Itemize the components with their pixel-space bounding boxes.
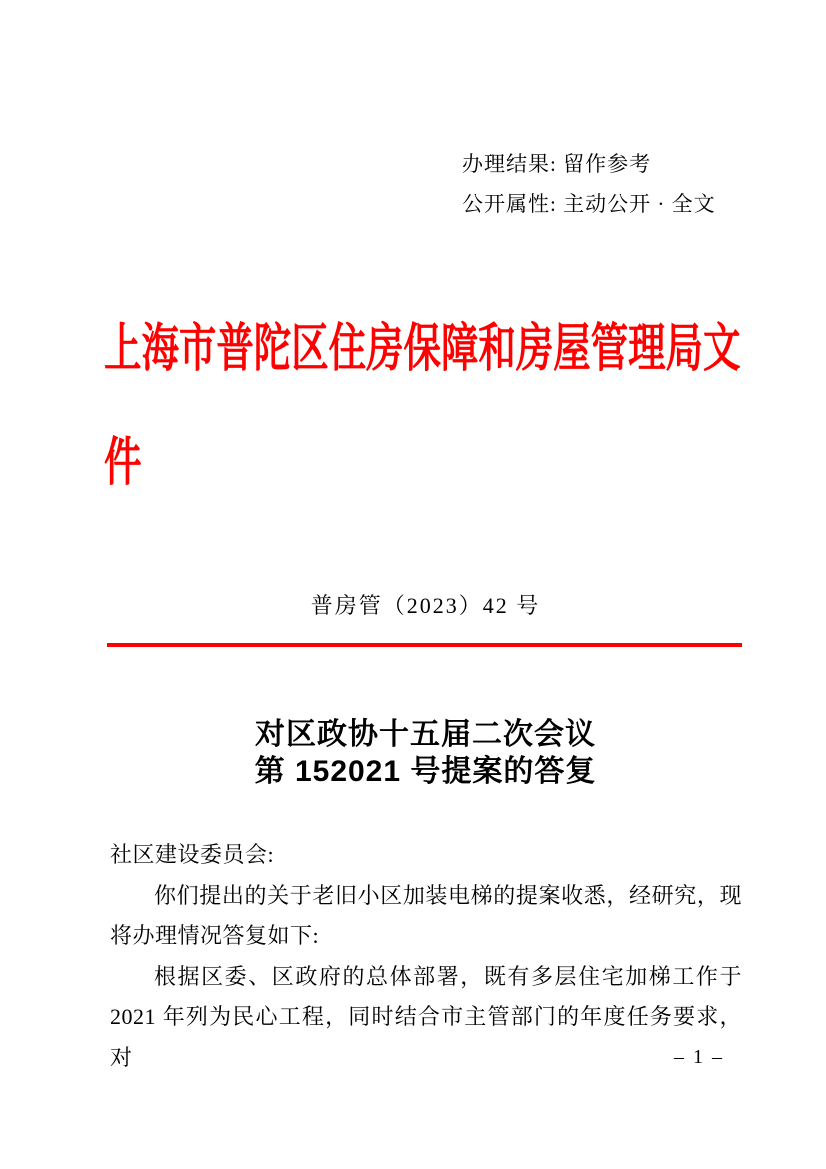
document-title (110, 716, 741, 790)
letterhead-line-2: 件 (104, 434, 142, 492)
meta-publicity: 公开属性: 主动公开 · 全文 (462, 192, 716, 216)
page-number: – 1 – (674, 1046, 724, 1068)
meta-block (462, 144, 716, 224)
doc-number: 普房管（2023）42 号 (310, 593, 541, 618)
body-line: 根据区委、区政府的总体部署，既有多层住宅加梯工作于 (154, 963, 742, 989)
meta-result: 办理结果: 留作参考 (462, 152, 652, 176)
body-line: 将办理情况答复如下: (110, 923, 320, 949)
letterhead-line-1: 上海市普陀区住房保障和房屋管理局文 (104, 320, 741, 378)
title-line-1: 对区政协十五届二次会议 (255, 718, 596, 751)
red-separator-line (107, 643, 742, 647)
body-text (110, 835, 742, 1070)
body-line: 2021 年列为民心工程，同时结合市主管部门的年度任务要求，对 (110, 1004, 742, 1070)
title-line-2: 第 152021 号提案的答复 (254, 755, 597, 788)
body-line-salutation: 社区建设委员会: (110, 842, 275, 867)
body-line: 你们提出的关于老旧小区加装电梯的提案收悉，经研究，现 (154, 882, 742, 908)
